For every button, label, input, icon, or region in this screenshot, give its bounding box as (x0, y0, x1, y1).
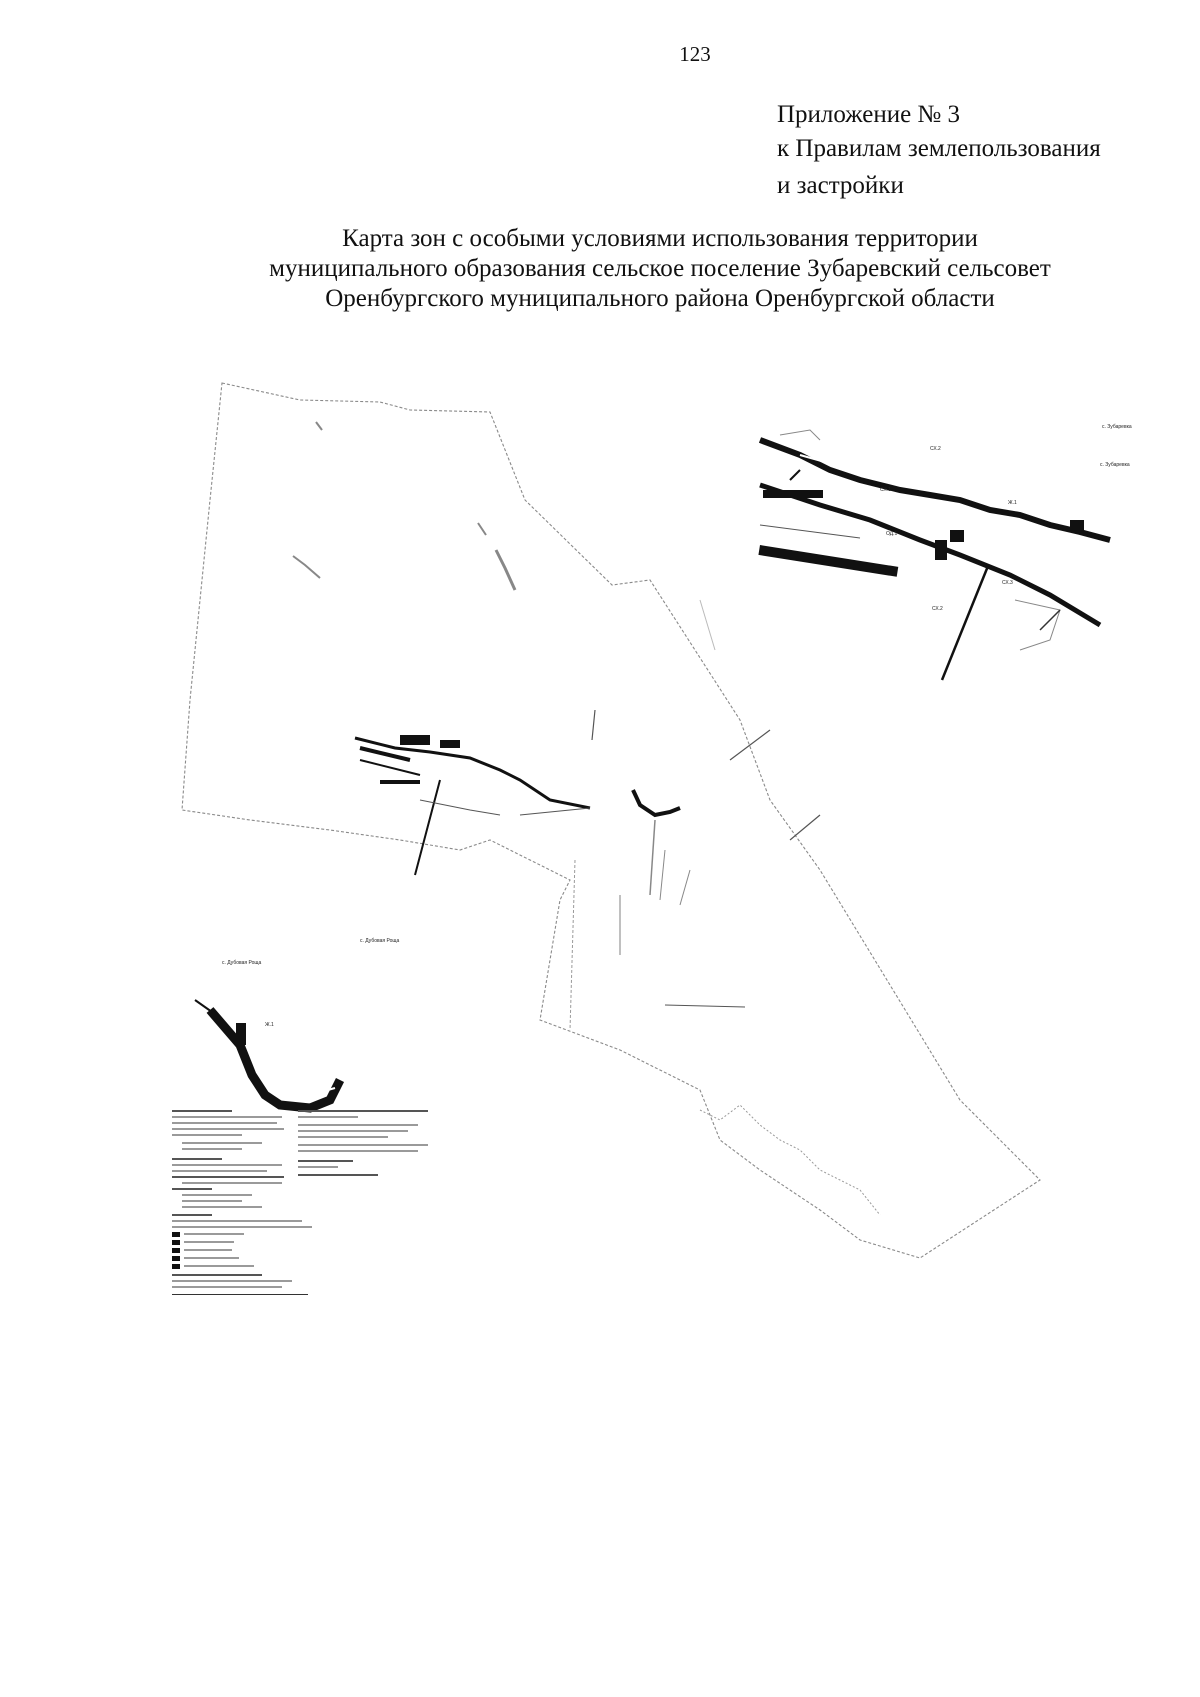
legend-swatch (172, 1240, 180, 1245)
legend-line (298, 1150, 418, 1152)
legend-heading-line (172, 1158, 222, 1160)
title-line-1: Карта зон с особыми условиями использования территории (342, 225, 978, 252)
legend-line (172, 1128, 284, 1130)
legend-line (172, 1280, 292, 1282)
legend-line (184, 1249, 232, 1251)
inset-label: с. Зубаревка (1100, 462, 1130, 468)
title-line-2: муниципального образования сельское поселение Зубаревский сельсовет (269, 255, 1051, 282)
zone-code-label: Ж.1 (265, 1022, 274, 1028)
legend-line (184, 1241, 234, 1243)
zone-code-label: ОД.1 (886, 531, 898, 537)
zone-code-label: СХ.3 (1002, 580, 1013, 586)
title-line-3: Оренбургского муниципального района Оренбургской области (325, 285, 995, 312)
inset-label: с. Дубовая Роща (222, 960, 262, 966)
legend-swatch (172, 1248, 180, 1253)
inset-south-west (195, 1000, 340, 1108)
legend-swatch (172, 1256, 180, 1261)
legend-line (172, 1170, 267, 1172)
legend-rule (172, 1294, 308, 1295)
legend-line (182, 1194, 252, 1196)
legend-line (172, 1286, 282, 1288)
legend-line (298, 1124, 418, 1126)
legend-line (298, 1116, 358, 1118)
legend-heading-line (172, 1214, 212, 1216)
legend-line (182, 1142, 262, 1144)
legend-line (182, 1182, 282, 1184)
inset-north-east (758, 430, 1110, 680)
legend-line (172, 1220, 302, 1222)
legend-line (298, 1166, 338, 1168)
water-feature (316, 422, 322, 430)
water-feature (293, 556, 320, 578)
legend-heading-line (172, 1274, 262, 1276)
legend-heading-line (172, 1176, 284, 1178)
water-feature (496, 550, 515, 590)
legend-line (182, 1206, 262, 1208)
legend-line (172, 1116, 282, 1118)
legend-heading-line (298, 1110, 428, 1112)
legend-line (172, 1164, 282, 1166)
legend-heading-line (172, 1188, 212, 1190)
east-settlement (592, 600, 820, 1007)
legend-line (184, 1257, 239, 1259)
appendix-line-1: Приложение № 3 (777, 101, 961, 128)
document-title (160, 224, 1160, 314)
legend-swatch (172, 1232, 180, 1237)
legend-line (184, 1233, 244, 1235)
inner-boundary (570, 860, 575, 1030)
south-boundary-river (700, 1105, 880, 1215)
legend-swatch (172, 1264, 180, 1269)
legend-line (184, 1265, 254, 1267)
map-legend-column-2 (298, 1110, 438, 1180)
zone-code-label: Ж.1 (1008, 500, 1017, 506)
legend-heading-line (172, 1110, 232, 1112)
legend-heading-line (298, 1174, 378, 1176)
appendix-line-2: к Правилам землепользования (777, 135, 1101, 162)
inset-label: с. Дубовая Роща (360, 938, 400, 944)
legend-line (298, 1144, 428, 1146)
legend-line (172, 1134, 242, 1136)
legend-line (182, 1148, 242, 1150)
central-settlement (355, 735, 590, 875)
legend-line (298, 1130, 408, 1132)
legend-heading-line (298, 1160, 353, 1162)
water-feature (478, 523, 486, 535)
legend-line (298, 1136, 388, 1138)
legend-line (172, 1122, 277, 1124)
legend-line (172, 1226, 312, 1228)
page-number: 123 (679, 42, 711, 66)
appendix-line-3: и застройки (777, 172, 904, 199)
legend-line (182, 1200, 242, 1202)
zone-code-label: СХ.2 (932, 606, 943, 612)
zone-code-label: СХ.1 (880, 487, 891, 493)
inset-label: с. Зубаревка (1102, 424, 1132, 430)
zone-code-label: СХ.2 (930, 446, 941, 452)
appendix-note (777, 98, 1101, 203)
